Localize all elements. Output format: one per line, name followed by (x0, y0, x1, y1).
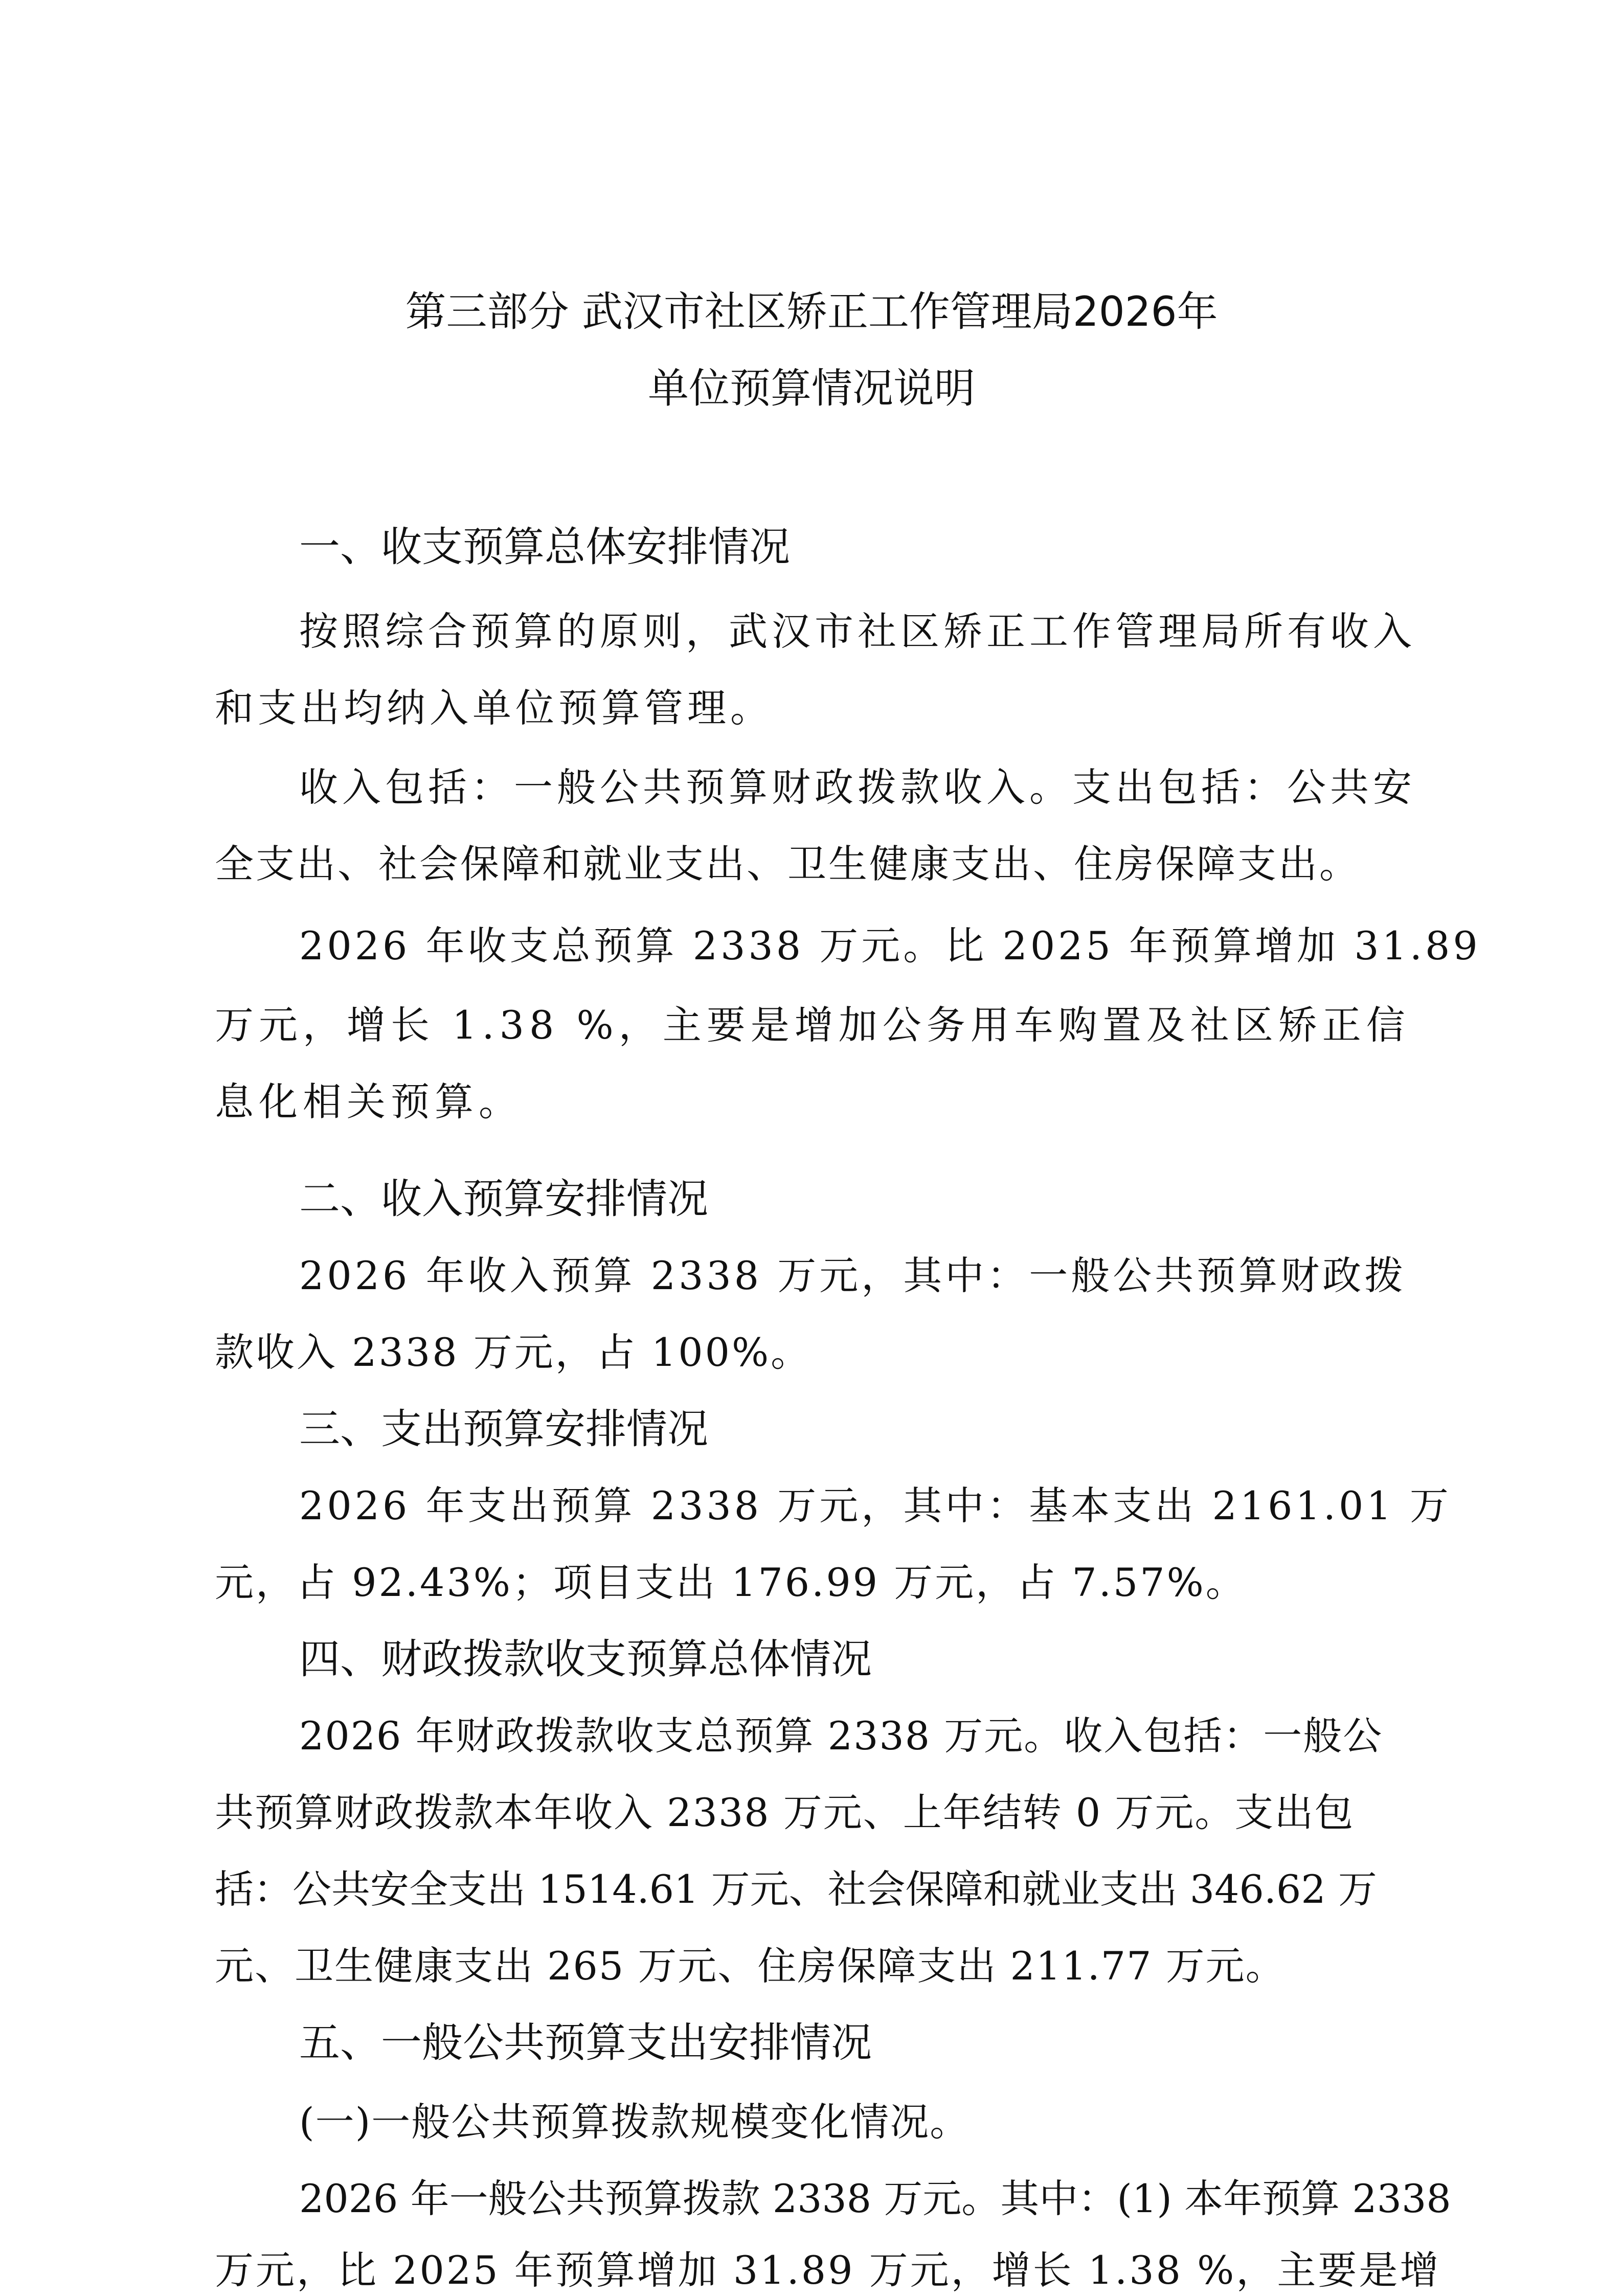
paragraph-line: 款收入 2338 万元，占 100%。 (215, 1330, 812, 1375)
paragraph-line: 元、卫生健康支出 265 万元、住房保障支出 211.77 万元。 (215, 1943, 1286, 1989)
section-heading-1: 一、收支预算总体安排情况 (299, 523, 790, 571)
section-heading-3: 三、支出预算安排情况 (299, 1405, 708, 1453)
paragraph-line: 万元，比 2025 年预算增加 31.89 万元，增长 1.38 %，主要是增 (215, 2247, 1441, 2293)
section-heading-2: 二、收入预算安排情况 (299, 1175, 708, 1223)
paragraph-line: 全支出、社会保障和就业支出、卫生健康支出、住房保障支出。 (215, 841, 1360, 887)
paragraph-line: 和支出均纳入单位预算管理。 (215, 685, 773, 731)
section-heading-4: 四、财政拨款收支预算总体情况 (299, 1635, 872, 1683)
paragraph-line: 2026 年收入预算 2338 万元，其中：一般公共预算财政拨 (299, 1253, 1407, 1298)
paragraph-line: 共预算财政拨款本年收入 2338 万元、上年结转 0 万元。支出包 (215, 1790, 1355, 1835)
paragraph-line: 收入包括：一般公共预算财政拨款收入。支出包括：公共安 (299, 764, 1416, 810)
paragraph-line: (一)一般公共预算拨款规模变化情况。 (299, 2099, 970, 2145)
paragraph-line: 2026 年财政拨款收支总预算 2338 万元。收入包括：一般公 (299, 1713, 1383, 1759)
section-heading-5: 五、一般公共预算支出安排情况 (299, 2019, 872, 2066)
document-title-line-2: 单位预算情况说明 (648, 365, 975, 412)
paragraph-line: 2026 年支出预算 2338 万元，其中：基本支出 2161.01 万 (299, 1483, 1452, 1528)
paragraph-line: 元，占 92.43%；项目支出 176.99 万元，占 7.57%。 (215, 1560, 1247, 1605)
paragraph-line: 万元，增长 1.38 %，主要是增加公务用车购置及社区矫正信 (215, 1002, 1410, 1048)
document-title-line-1: 第三部分 武汉市社区矫正工作管理局2026年 (405, 288, 1218, 335)
paragraph-line: 2026 年一般公共预算拨款 2338 万元。其中：(1) 本年预算 2338 (299, 2176, 1451, 2221)
paragraph-line: 息化相关预算。 (215, 1079, 523, 1124)
paragraph-line: 按照综合预算的原则，武汉市社区矫正工作管理局所有收入 (299, 609, 1416, 654)
paragraph-line: 2026 年收支总预算 2338 万元。比 2025 年预算增加 31.89 (299, 923, 1481, 969)
paragraph-line: 括：公共安全支出 1514.61 万元、社会保障和就业支出 346.62 万 (215, 1866, 1377, 1912)
